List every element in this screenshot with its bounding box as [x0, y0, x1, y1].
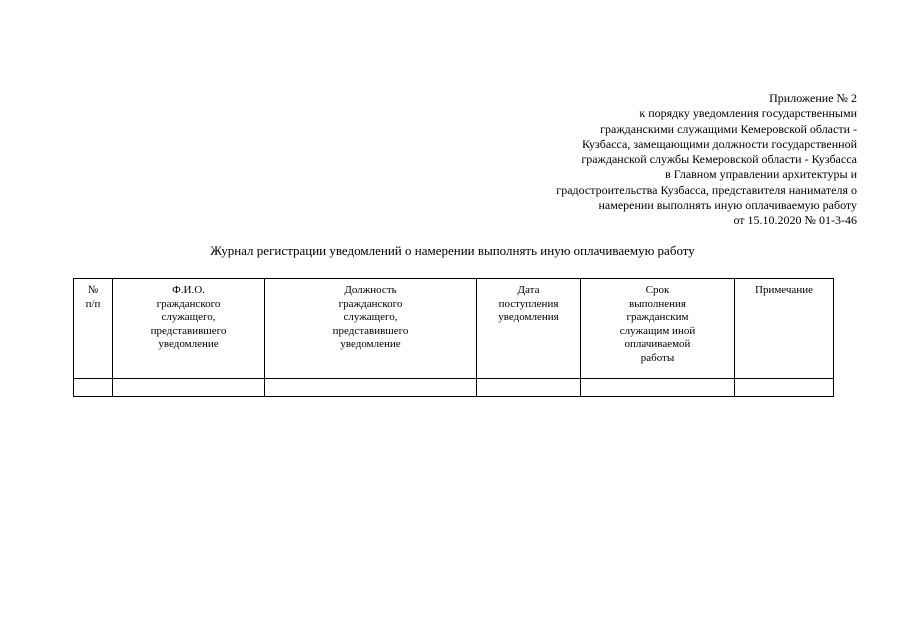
table-cell — [735, 379, 834, 397]
appendix-text-line: намерении выполнять иную оплачиваемую работу — [598, 198, 857, 213]
table-cell — [113, 379, 265, 397]
column-header-full-name: Ф.И.О. гражданского служащего, представившего уведомление — [113, 279, 265, 379]
column-header-position: Должность гражданского служащего, представившего уведомление — [265, 279, 477, 379]
journal-title — [0, 243, 905, 259]
appendix-text-line: гражданскими служащими Кемеровской области - — [600, 121, 857, 136]
table-cell — [74, 379, 113, 397]
appendix-number: Приложение № 2 — [769, 91, 857, 105]
appendix-note — [497, 91, 857, 229]
registration-table — [73, 278, 834, 397]
table-cell — [477, 379, 581, 397]
table-cell — [265, 379, 477, 397]
column-header-work-period: Срок выполнения гражданским служащим иной оплачиваемой работы — [581, 279, 735, 379]
table-row — [74, 379, 834, 397]
table-cell — [581, 379, 735, 397]
column-header-note: Примечание — [735, 279, 834, 379]
table-header-row — [74, 279, 834, 379]
journal-title-text: Журнал регистрации уведомлений о намерении выполнять иную оплачиваемую работу — [210, 243, 695, 258]
appendix-text-line: гражданской службы Кемеровской области - Кузбасса — [581, 152, 857, 167]
appendix-text-line: в Главном управлении архитектуры и — [665, 167, 857, 182]
appendix-text-line: Кузбасса, замещающими должности государственной — [581, 136, 857, 151]
appendix-text-line: градостроительства Кузбасса, представителя нанимателя о — [556, 182, 857, 197]
appendix-order-date: от 15.10.2020 № 01-3-46 — [733, 213, 857, 228]
column-header-number: № п/п — [74, 279, 113, 379]
appendix-text-line: к порядку уведомления государственными — [639, 106, 857, 121]
column-header-receipt-date: Дата поступления уведомления — [477, 279, 581, 379]
